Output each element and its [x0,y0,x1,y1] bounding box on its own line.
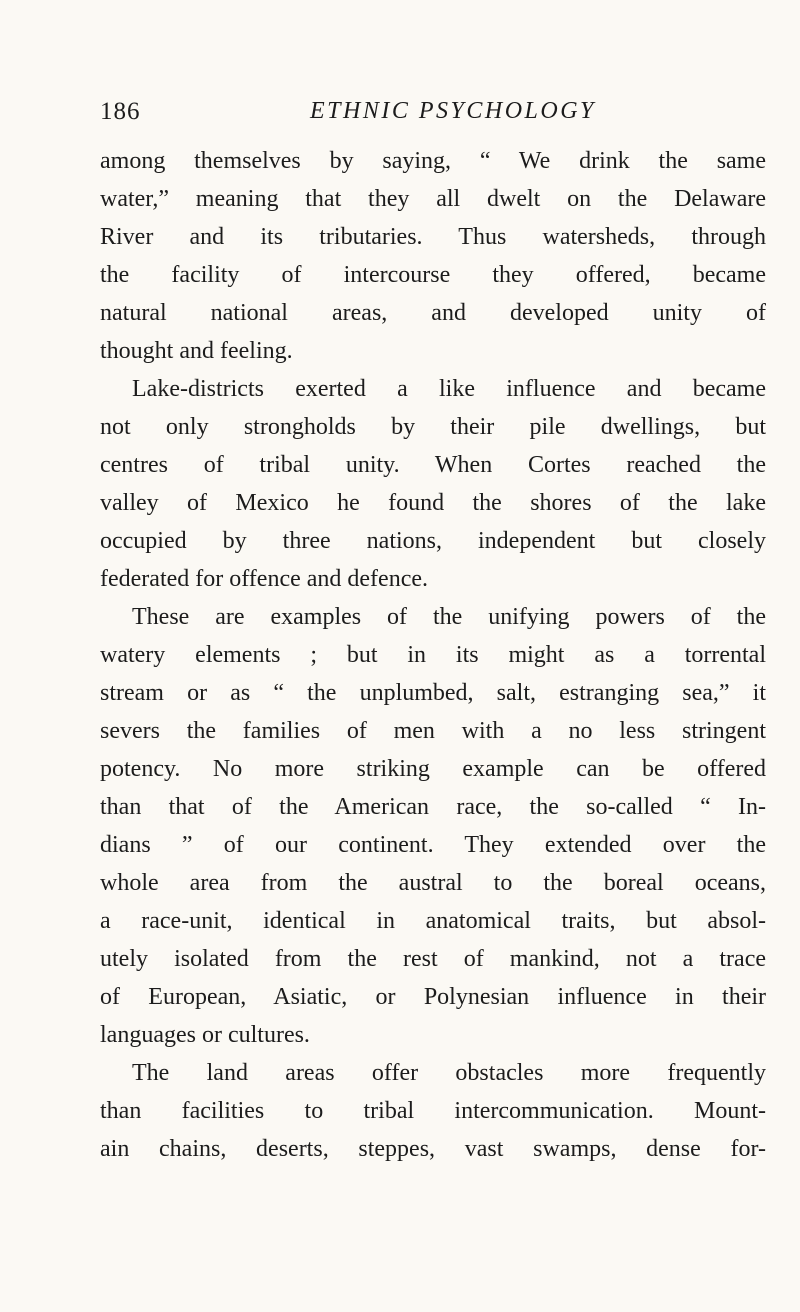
page-number: 186 [100,98,141,125]
text-line: a race-unit, identical in anatomical traits, but absol- [100,908,766,934]
text-line: stream or as “ the unplumbed, salt, estranging sea,” it [100,680,766,706]
text-line: of European, Asiatic, or Polynesian influence in their [100,984,766,1010]
text-line: among themselves by saying, “ We drink the same [100,148,766,174]
text-line: than facilities to tribal intercommunication. Mount- [100,1098,766,1124]
text-line: ain chains, deserts, steppes, vast swamps, dense for- [100,1136,766,1162]
text-line: valley of Mexico he found the shores of the lake [100,490,766,516]
text-line: These are examples of the unifying powers of the [132,604,766,630]
text-line: watery elements ; but in its might as a torrental [100,642,766,668]
text-line: potency. No more striking example can be offered [100,756,766,782]
body-text [100,142,766,1168]
text-line: severs the families of men with a no less stringent [100,718,766,744]
text-line: dians ” of our continent. They extended over the [100,832,766,858]
text-line: centres of tribal unity. When Cortes reached the [100,452,766,478]
text-line: utely isolated from the rest of mankind, not a trace [100,946,766,972]
text-line: whole area from the austral to the boreal oceans, [100,870,766,896]
text-line: than that of the American race, the so-called “ In- [100,794,766,820]
text-line: occupied by three nations, independent but closely [100,528,766,554]
text-line: not only strongholds by their pile dwellings, but [100,414,766,440]
text-line: water,” meaning that they all dwelt on the Delaware [100,186,766,212]
page-header [100,98,760,138]
text-line: Lake-districts exerted a like influence and became [132,376,766,402]
text-line: River and its tributaries. Thus watersheds, through [100,224,766,250]
text-line: natural national areas, and developed unity of [100,300,766,326]
text-line: languages or cultures. [100,1022,310,1048]
running-head: ETHNIC PSYCHOLOGY [310,98,596,124]
text-line: the facility of intercourse they offered, became [100,262,766,288]
text-line: thought and feeling. [100,338,293,364]
text-line: The land areas offer obstacles more frequently [132,1060,766,1086]
text-line: federated for offence and defence. [100,566,429,592]
